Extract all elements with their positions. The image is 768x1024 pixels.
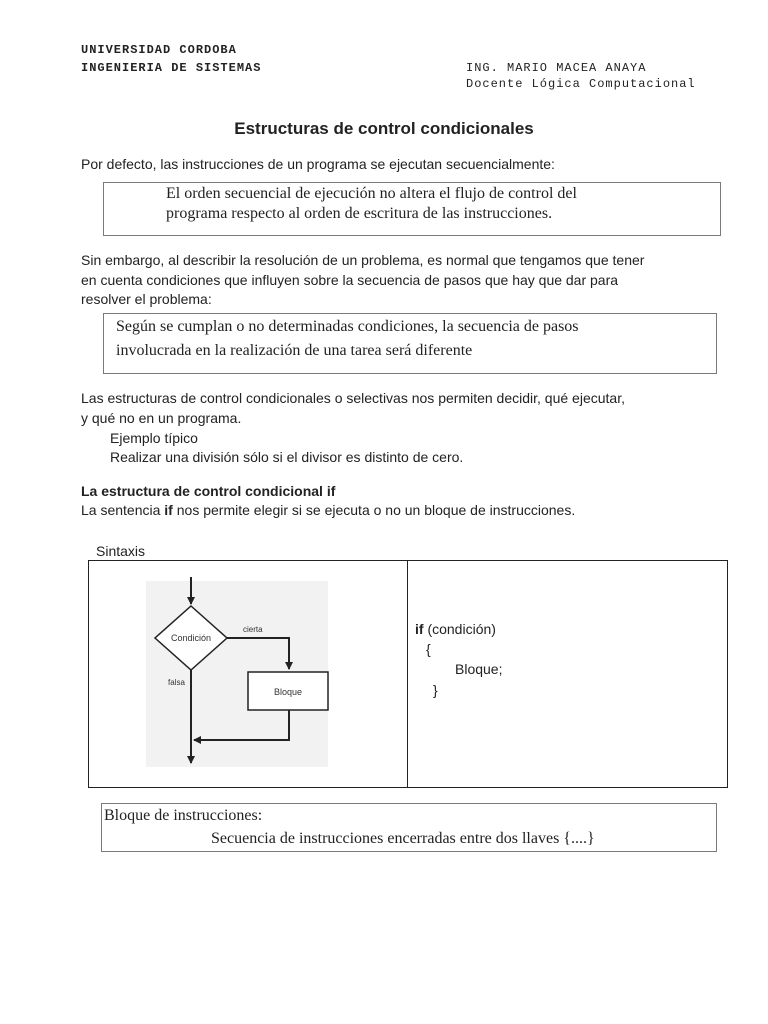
code-close-brace: } (433, 682, 438, 698)
header-role: Docente Lógica Computacional (466, 77, 696, 91)
section-text (81, 501, 575, 520)
block-label: Bloque (273, 687, 303, 697)
box3-title: Bloque de instrucciones: (104, 807, 263, 824)
para2-line1: Sin embargo, al describir la resolución de un problema, es normal que tengamos que tener (81, 252, 645, 268)
header-university: UNIVERSIDAD CORDOBA (81, 43, 237, 57)
box3-text: Secuencia de instrucciones encerradas entre dos llaves {....} (211, 830, 595, 847)
code-block: Bloque; (455, 661, 503, 677)
definition-box-sequential (103, 182, 721, 236)
code-open-brace: { (426, 641, 431, 657)
para3-line1: Las estructuras de control condicionales o selectivas nos permiten decidir, qué ejecutar, (81, 390, 625, 406)
section-heading: La estructura de control condicional if (81, 483, 336, 499)
syntax-table-divider (407, 561, 408, 787)
code-keyword: if (415, 621, 424, 637)
true-label: cierta (243, 625, 263, 634)
para3-line2: y qué no en un programa. (81, 410, 242, 426)
definition-box-block (101, 803, 717, 852)
false-label: falsa (168, 678, 185, 687)
header-author: ING. MARIO MACEA ANAYA (466, 61, 647, 75)
intro-text: Por defecto, las instrucciones de un programa se ejecutan secuencialmente: (81, 156, 555, 172)
syntax-label: Sintaxis (96, 543, 146, 559)
header-faculty: INGENIERIA DE SISTEMAS (81, 61, 262, 75)
para2-line3: resolver el problema: (81, 291, 212, 307)
section-keyword: if (164, 502, 173, 518)
page-title: Estructuras de control condicionales (234, 119, 534, 138)
definition-box-conditions (103, 313, 717, 374)
example-text: Realizar una división sólo si el divisor es distinto de cero. (110, 449, 464, 465)
box1-line1: El orden secuencial de ejecución no altera el flujo de control del (166, 185, 577, 202)
box2-line1: Según se cumplan o no determinadas condiciones, la secuencia de pasos (116, 318, 579, 335)
flowchart-diagram (89, 561, 407, 787)
example-label: Ejemplo típico (110, 430, 198, 446)
syntax-table (88, 560, 728, 788)
code-condition: (condición) (423, 621, 496, 637)
box2-line2: involucrada en la realización de una tarea será diferente (116, 342, 473, 359)
code-if-line (415, 621, 496, 637)
condition-label: Condición (170, 633, 212, 643)
box1-line2: programa respecto al orden de escritura de las instrucciones. (166, 205, 553, 222)
para2-line2: en cuenta condiciones que influyen sobre la secuencia de pasos que hay que dar para (81, 272, 619, 288)
section-text-after: nos permite elegir si se ejecuta o no un bloque de instrucciones. (172, 502, 576, 518)
section-text-before: La sentencia (81, 502, 165, 518)
